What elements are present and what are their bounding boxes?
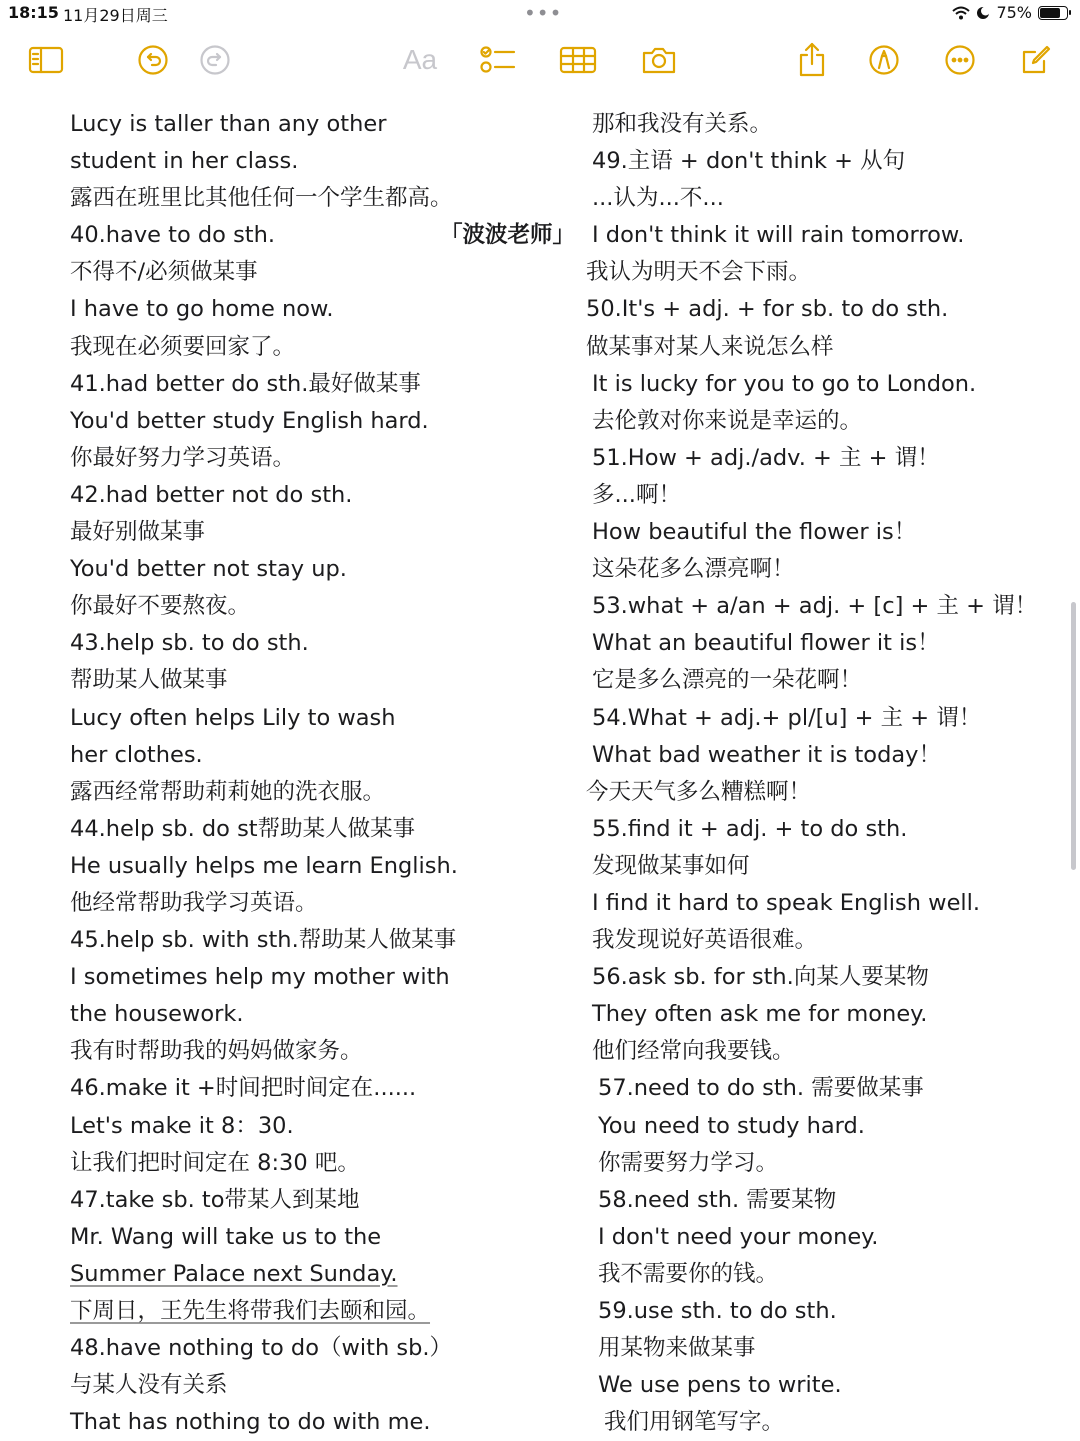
note-line: her clothes. bbox=[70, 741, 203, 768]
scroll-indicator[interactable] bbox=[1071, 602, 1076, 870]
more-button[interactable] bbox=[938, 38, 982, 82]
note-line: 46.make it +时间把时间定在...... bbox=[70, 1075, 417, 1102]
note-line: I have to go home now. bbox=[70, 296, 334, 323]
note-line: 55.find it + adj. + to do sth. bbox=[592, 815, 908, 842]
note-line: 今天天气多么糟糕啊！ bbox=[586, 778, 812, 805]
note-line: I find it hard to speak English well. bbox=[592, 889, 981, 916]
note-line: 多...啊！ bbox=[592, 481, 681, 508]
note-line: He usually helps me learn English. bbox=[70, 852, 458, 879]
note-right-column[interactable] bbox=[586, 106, 1046, 1441]
note-line: We use pens to write. bbox=[598, 1372, 842, 1399]
note-line: You'd better not stay up. bbox=[70, 556, 347, 583]
note-line: That has nothing to do with me. bbox=[70, 1409, 431, 1436]
status-bar bbox=[0, 0, 1080, 28]
note-line: student in her class. bbox=[70, 148, 299, 175]
note-line: 44.help sb. do st帮助某人做某事 bbox=[70, 815, 416, 842]
note-line: 43.help sb. to do sth. bbox=[70, 630, 309, 657]
checklist-button[interactable] bbox=[476, 38, 520, 82]
status-right bbox=[952, 3, 1068, 22]
status-date: 11月29日周三 bbox=[63, 6, 168, 25]
note-line: ...认为...不... bbox=[592, 185, 724, 212]
compose-icon bbox=[1020, 44, 1052, 76]
note-line: What bad weather it is today！ bbox=[592, 741, 941, 768]
note-line: 45.help sb. with sth.帮助某人做某事 bbox=[70, 927, 457, 954]
note-line: 你最好努力学习英语。 bbox=[70, 444, 296, 471]
note-line: 我认为明天不会下雨。 bbox=[586, 259, 812, 286]
note-line: 我不需要你的钱。 bbox=[598, 1260, 779, 1287]
table-icon bbox=[559, 45, 597, 75]
sidebar-icon bbox=[28, 45, 64, 75]
checklist-icon bbox=[479, 44, 517, 76]
note-line: Summer Palace next Sunday. bbox=[70, 1260, 398, 1287]
note-line: How beautiful the flower is！ bbox=[592, 519, 917, 546]
markup-icon bbox=[868, 44, 900, 76]
markup-button[interactable] bbox=[862, 38, 906, 82]
note-line: It is lucky for you to go to London. bbox=[592, 370, 977, 397]
note-line: 56.ask sb. for sth.向某人要某物 bbox=[592, 964, 929, 991]
note-line: 57.need to do sth. 需要做某事 bbox=[598, 1075, 924, 1102]
note-line: 那和我没有关系。 bbox=[592, 111, 773, 137]
note-line: Mr. Wang will take us to the bbox=[70, 1223, 382, 1250]
note-line: I don't need your money. bbox=[598, 1223, 879, 1250]
focus-moon-icon bbox=[976, 6, 990, 20]
note-line: 让我们把时间定在 8:30 吧。 bbox=[70, 1149, 360, 1176]
note-line: 我们用钢笔写字。 bbox=[604, 1409, 785, 1436]
note-line: You'd better study English hard. bbox=[70, 407, 429, 434]
note-line: 帮助某人做某事 bbox=[70, 667, 228, 694]
note-line: 他经常帮助我学习英语。 bbox=[70, 889, 318, 916]
undo-button[interactable] bbox=[131, 38, 175, 82]
note-line: 去伦敦对你来说是幸运的。 bbox=[592, 407, 863, 434]
note-line-with-tag bbox=[70, 217, 576, 254]
format-button[interactable] bbox=[398, 38, 442, 82]
note-line: Lucy is taller than any other bbox=[70, 111, 387, 137]
note-line: the housework. bbox=[70, 1001, 244, 1028]
note-line: 它是多么漂亮的一朵花啊！ bbox=[592, 667, 863, 694]
note-line: 41.had better do sth.最好做某事 bbox=[70, 370, 421, 397]
wifi-icon bbox=[952, 6, 970, 20]
note-line: 40.have to do sth. bbox=[70, 222, 276, 249]
battery-icon bbox=[1038, 6, 1068, 20]
note-line: 我现在必须要回家了。 bbox=[70, 333, 296, 360]
note-line: I don't think it will rain tomorrow. bbox=[592, 222, 965, 249]
note-line: 下周日，王先生将带我们去颐和园。 bbox=[70, 1298, 431, 1324]
table-button[interactable] bbox=[556, 38, 600, 82]
battery-percent: 75% bbox=[996, 3, 1032, 22]
note-line: 他们经常向我要钱。 bbox=[592, 1038, 795, 1065]
note-line: What an beautiful flower it is！ bbox=[592, 630, 940, 657]
redo-button[interactable] bbox=[193, 38, 237, 82]
note-line: 53.what + a/an + adj. + [c] + 主 + 谓！ bbox=[592, 593, 1038, 620]
share-button[interactable] bbox=[790, 38, 834, 82]
note-line: You need to study hard. bbox=[598, 1112, 865, 1139]
note-line: 发现做某事如何 bbox=[592, 852, 750, 879]
note-line: 51.How + adj./adv. + 主 + 谓！ bbox=[592, 444, 940, 471]
camera-button[interactable] bbox=[637, 38, 681, 82]
note-line: 做某事对某人来说怎么样 bbox=[586, 333, 834, 360]
note-line: 48.have nothing to do（with sb.） bbox=[70, 1335, 453, 1362]
note-line: 露西经常帮助莉莉她的洗衣服。 bbox=[70, 778, 386, 805]
note-line: 我发现说好英语很难。 bbox=[592, 927, 818, 954]
note-line: I sometimes help my mother with bbox=[70, 964, 450, 991]
note-line: 54.What + adj.+ pl/[u] + 主 + 谓！ bbox=[592, 704, 982, 731]
multitasking-dots-icon[interactable]: ••• bbox=[524, 1, 563, 25]
note-line: 你最好不要熬夜。 bbox=[70, 593, 251, 620]
note-line: 不得不/必须做某事 bbox=[70, 259, 258, 286]
undo-icon bbox=[137, 44, 169, 76]
note-line: 用某物来做某事 bbox=[598, 1335, 756, 1362]
note-line: 49.主语 + don't think + 从句 bbox=[592, 148, 906, 175]
note-line: 47.take sb. to带某人到某地 bbox=[70, 1186, 360, 1213]
sidebar-toggle-button[interactable] bbox=[24, 38, 68, 82]
note-line: 58.need sth. 需要某物 bbox=[598, 1186, 837, 1213]
note-line: 50.It's + adj. + for sb. to do sth. bbox=[586, 296, 949, 323]
note-line: 42.had better not do sth. bbox=[70, 481, 353, 508]
note-line: 你需要努力学习。 bbox=[598, 1149, 779, 1176]
note-line: 59.use sth. to do sth. bbox=[598, 1298, 837, 1324]
format-icon: Aa bbox=[402, 44, 438, 75]
watermark-tag: 「波波老师」 bbox=[440, 222, 576, 249]
note-line: 与某人没有关系 bbox=[70, 1372, 228, 1399]
camera-icon bbox=[640, 44, 678, 76]
note-line: Let's make it 8：30. bbox=[70, 1112, 294, 1139]
compose-button[interactable] bbox=[1014, 38, 1058, 82]
note-line: 这朵花多么漂亮啊！ bbox=[592, 556, 795, 583]
note-line: Lucy often helps Lily to wash bbox=[70, 704, 396, 731]
note-line: They often ask me for money. bbox=[592, 1001, 928, 1028]
redo-icon bbox=[199, 44, 231, 76]
note-line: 我有时帮助我的妈妈做家务。 bbox=[70, 1038, 363, 1065]
note-line: 最好别做某事 bbox=[70, 519, 206, 546]
note-line: 露西在班里比其他任何一个学生都高。 bbox=[70, 185, 453, 212]
status-time: 18:15 bbox=[8, 3, 59, 22]
more-icon bbox=[944, 44, 976, 76]
notes-toolbar bbox=[0, 38, 1080, 86]
note-left-column[interactable] bbox=[70, 106, 576, 1441]
share-icon bbox=[796, 42, 828, 78]
